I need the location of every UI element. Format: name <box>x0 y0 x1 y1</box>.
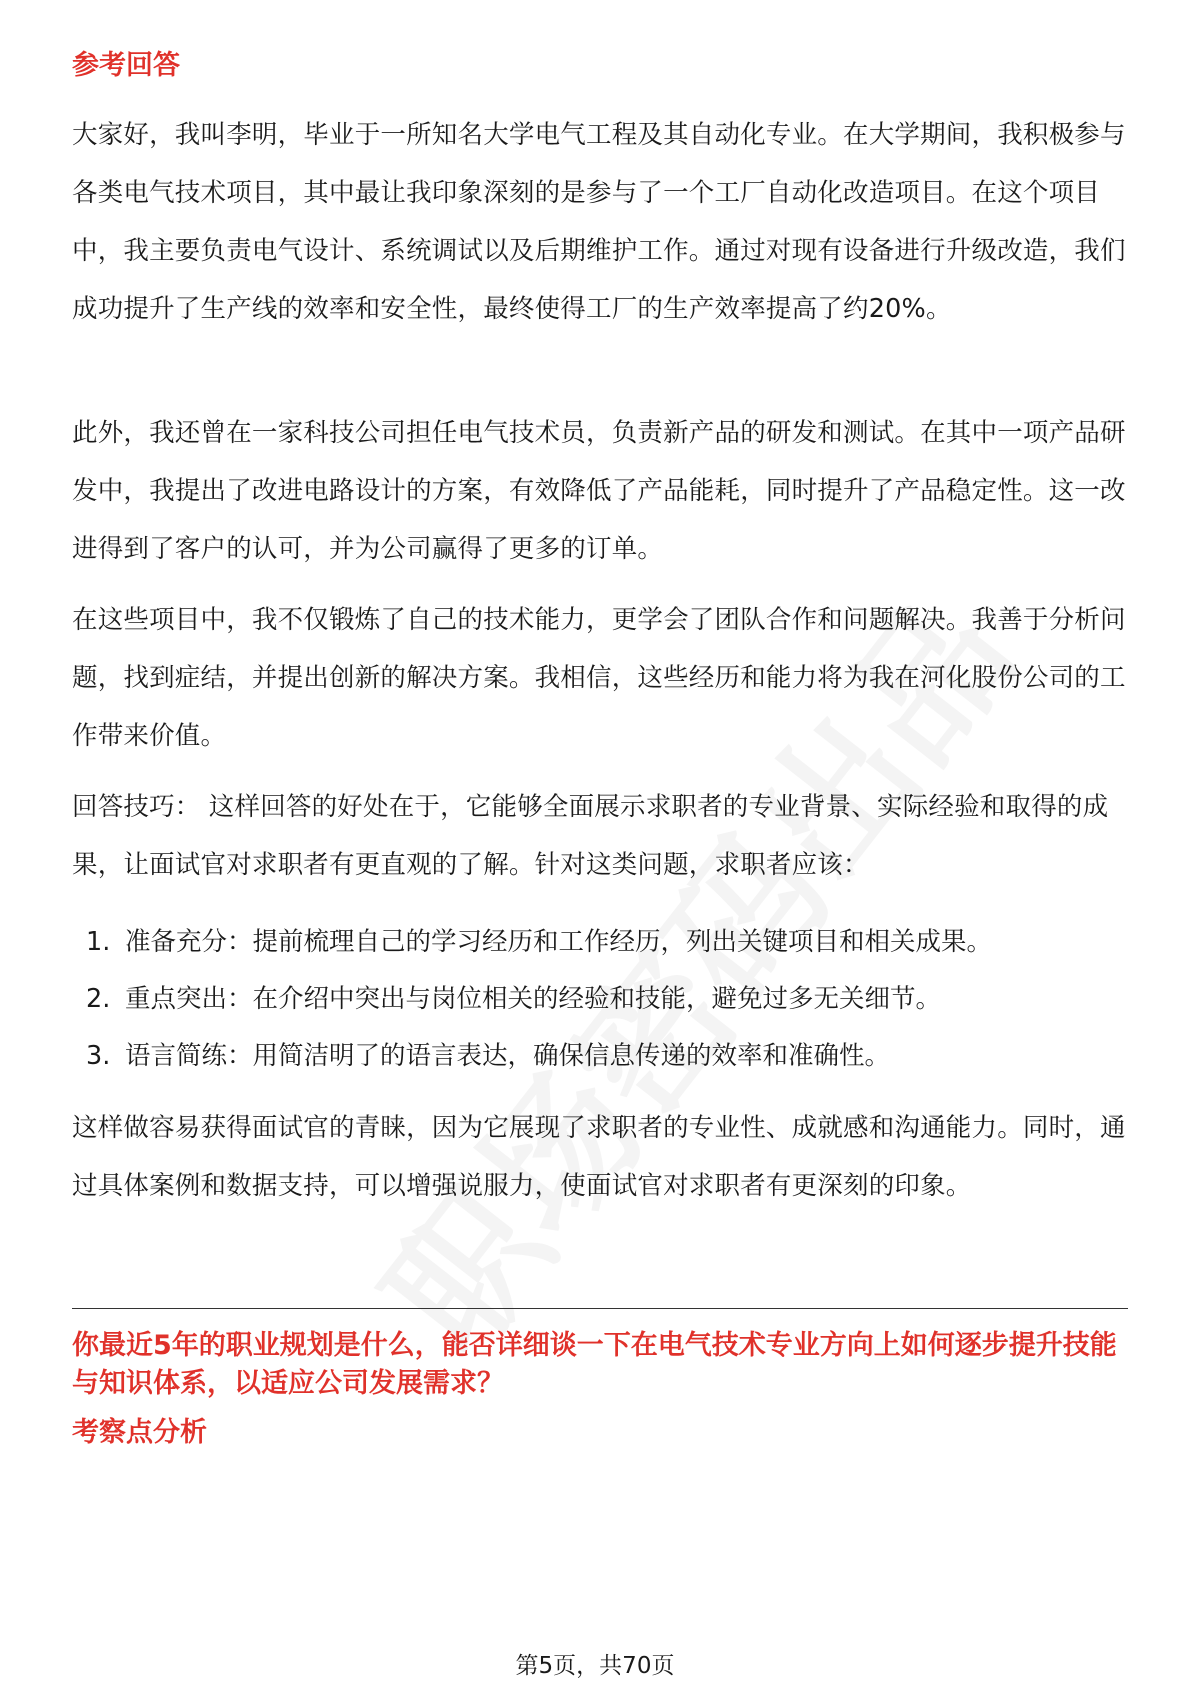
list-item <box>72 914 1128 971</box>
next-question: 你最近5年的职业规划是什么，能否详细谈一下在电气技术专业方向上如何逐步提升技能与知识体系，以适应公司发展需求？ <box>72 1330 1117 1399</box>
analysis-heading: 考察点分析 <box>72 1417 207 1448</box>
paragraph-tips-intro: 回答技巧： 这样回答的好处在于，它能够全面展示求职者的专业背景、实际经验和取得的成果，让面试官对求职者有更直观的了解。针对这类问题，求职者应该： <box>72 792 1109 880</box>
list-number: 2. <box>86 984 111 1014</box>
section-divider <box>72 1308 1128 1309</box>
paragraph-closing: 这样做容易获得面试官的青睐，因为它展现了求职者的专业性、成就感和沟通能力。同时，通过具体案例和数据支持，可以增强说服力，使面试官对求职者有更深刻的印象。 <box>72 1113 1126 1201</box>
tips-list <box>72 914 1128 1085</box>
page-footer: 第5页，共70页 <box>515 1653 675 1679</box>
paragraph-experience: 此外，我还曾在一家科技公司担任电气技术员，负责新产品的研发和测试。在其中一项产品研发中，我提出了改进电路设计的方案，有效降低了产品能耗，同时提升了产品稳定性。这一改进得到了客户的认可，并为公司赢得了更多的订单。 <box>72 418 1126 564</box>
list-number: 3. <box>86 1041 111 1071</box>
answer-heading: 参考回答 <box>72 50 180 81</box>
list-text: 准备充分：提前梳理自己的学习经历和工作经历，列出关键项目和相关成果。 <box>125 927 993 957</box>
paragraph-skills: 在这些项目中，我不仅锻炼了自己的技术能力，更学会了团队合作和问题解决。我善于分析问题，找到症结，并提出创新的解决方案。我相信，这些经历和能力将为我在河化股份公司的工作带来价值。 <box>72 605 1126 751</box>
list-item <box>72 971 1128 1028</box>
list-text: 重点突出：在介绍中突出与岗位相关的经验和技能，避免过多无关细节。 <box>125 984 942 1014</box>
paragraph-intro: 大家好，我叫李明，毕业于一所知名大学电气工程及其自动化专业。在大学期间，我积极参与各类电气技术项目，其中最让我印象深刻的是参与了一个工厂自动化改造项目。在这个项目中，我主要负责电气设计、系统调试以及后期维护工作。通过对现有设备进行升级改造，我们成功提升了生产线的效率和安全性，最终使得工厂的生产效率提高了约20%。 <box>72 120 1126 324</box>
list-number: 1. <box>86 927 111 957</box>
list-text: 语言简练：用简洁明了的语言表达，确保信息传递的效率和准确性。 <box>125 1041 891 1071</box>
list-item <box>72 1028 1128 1085</box>
